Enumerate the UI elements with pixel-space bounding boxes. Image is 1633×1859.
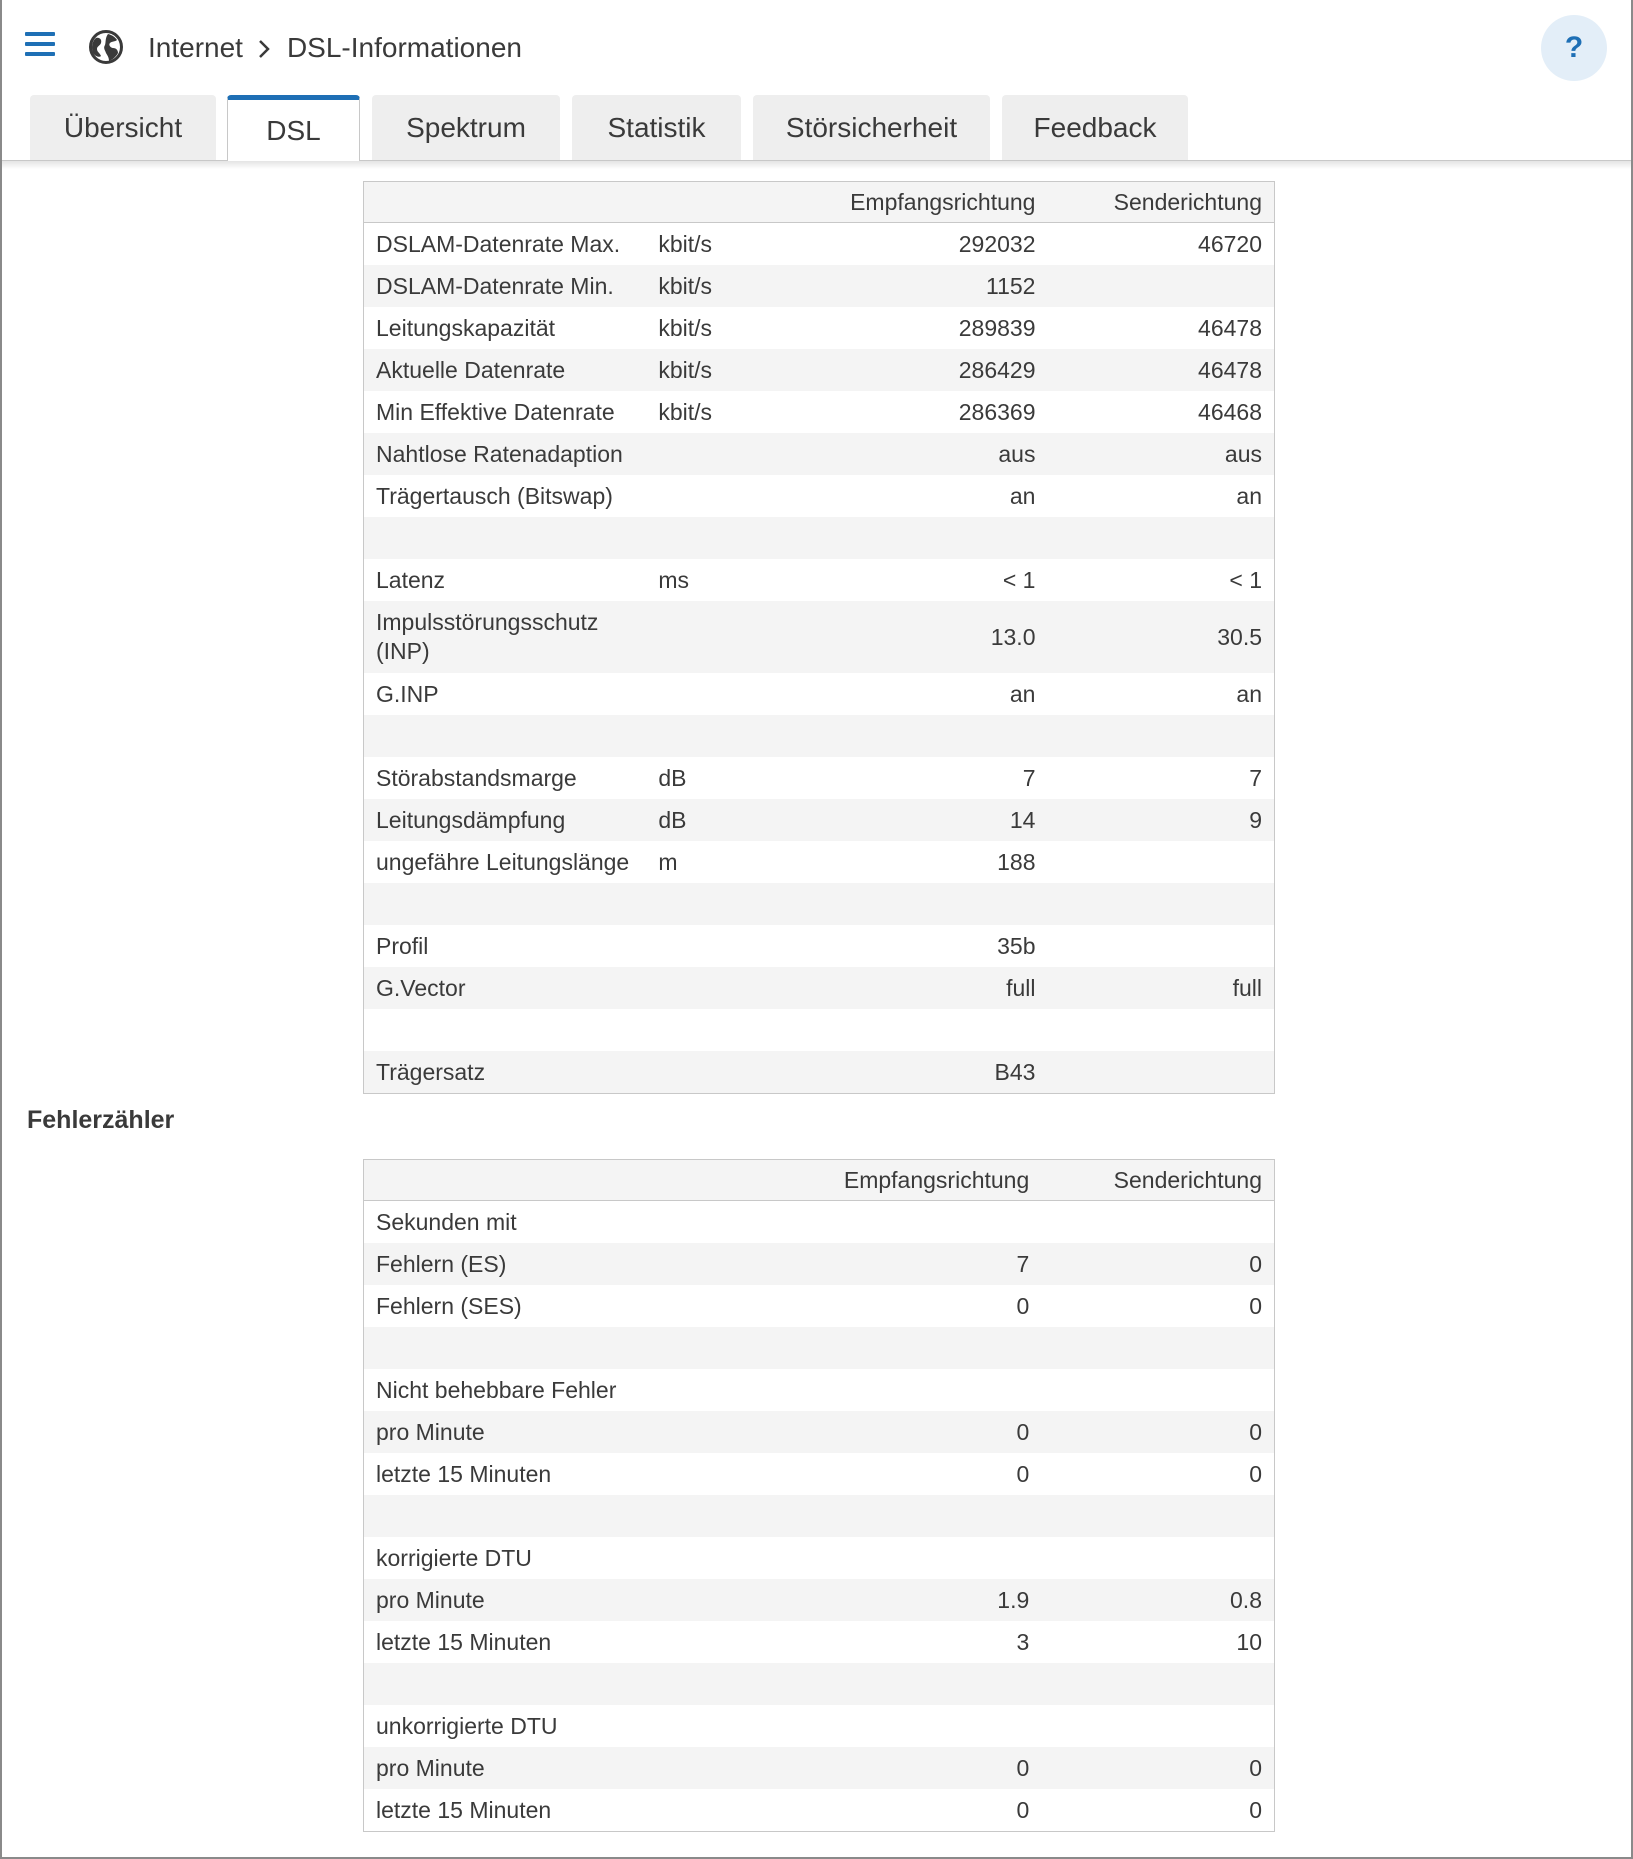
- table-row: [364, 307, 1275, 349]
- row-sende: 30.5: [1047, 601, 1274, 673]
- row-empfang: 14: [804, 799, 1047, 841]
- breadcrumb-internet[interactable]: Internet: [148, 32, 243, 63]
- row-sende: an: [1236, 482, 1262, 509]
- row-unit: kbit/s: [658, 398, 713, 425]
- row-label: Fehlern (ES): [364, 1243, 636, 1285]
- header-label: [364, 182, 647, 223]
- globe-icon: [88, 29, 124, 65]
- table-row: [364, 1663, 1275, 1705]
- row-sende: 0: [1249, 1796, 1262, 1823]
- row-sende: [1047, 517, 1274, 559]
- row-empfang: 286369: [958, 398, 1036, 425]
- row-label: ungefähre Leitungslänge: [376, 848, 630, 875]
- row-empfang: [794, 1369, 1041, 1411]
- row-empfang: 0: [1016, 1460, 1030, 1487]
- tab-stoersicherheit[interactable]: Störsicherheit: [753, 95, 990, 160]
- header-senderichtung: Senderichtung: [1041, 1160, 1274, 1201]
- row-empfang: [794, 1705, 1041, 1747]
- row-sende: an: [1236, 680, 1262, 707]
- row-empfang: [804, 715, 1047, 757]
- header-empfangsrichtung: Empfangsrichtung: [804, 182, 1047, 223]
- row-unit: kbit/s: [658, 314, 713, 341]
- row-unit: kbit/s: [646, 349, 804, 391]
- row-unit: [636, 1579, 795, 1621]
- table-row: [364, 673, 1275, 715]
- row-sende: [1041, 1327, 1274, 1369]
- row-empfang: 292032: [958, 230, 1036, 257]
- header-senderichtung: Senderichtung: [1047, 182, 1274, 223]
- row-empfang: [804, 517, 1047, 559]
- row-sende: [1047, 841, 1274, 883]
- row-label: DSLAM-Datenrate Max.: [376, 230, 621, 257]
- row-unit: [636, 1411, 795, 1453]
- row-unit: [636, 1369, 795, 1411]
- row-sende: [1041, 1663, 1274, 1705]
- row-empfang: 286429: [804, 349, 1047, 391]
- row-label: letzte 15 Minuten: [376, 1460, 552, 1487]
- row-empfang: [794, 1201, 1041, 1244]
- table-row: [364, 1327, 1275, 1369]
- table-row: [364, 1789, 1275, 1832]
- hamburger-menu-icon[interactable]: [25, 32, 55, 56]
- row-sende: 46478: [1198, 314, 1262, 341]
- header-unit: [646, 182, 804, 223]
- row-label: korrigierte DTU: [376, 1544, 532, 1571]
- row-unit: [646, 433, 804, 475]
- table-row: [364, 1051, 1275, 1094]
- row-empfang: 1152: [804, 265, 1047, 307]
- row-unit: [636, 1789, 795, 1832]
- row-empfang: [794, 1537, 1041, 1579]
- row-label: Profil: [376, 932, 429, 959]
- row-empfang: an: [1009, 680, 1036, 707]
- table-row: [364, 799, 1275, 841]
- row-sende: 0: [1041, 1411, 1274, 1453]
- table-row: [364, 475, 1275, 517]
- row-label: [364, 883, 647, 925]
- row-unit: [636, 1495, 795, 1537]
- row-empfang: [794, 1327, 1041, 1369]
- row-sende: [1041, 1705, 1274, 1747]
- table-header-row: [364, 182, 1275, 223]
- row-label: unkorrigierte DTU: [376, 1712, 558, 1739]
- row-empfang: aus: [804, 433, 1047, 475]
- row-unit: [636, 1747, 795, 1789]
- row-sende: [1047, 1009, 1274, 1051]
- table-row: [364, 757, 1275, 799]
- table-row: [364, 925, 1275, 967]
- row-unit: [646, 517, 804, 559]
- row-label: [364, 1495, 636, 1537]
- row-label: [364, 1327, 636, 1369]
- row-label: [364, 1009, 647, 1051]
- row-sende: 0: [1249, 1292, 1262, 1319]
- row-empfang: [804, 1009, 1047, 1051]
- row-label: Störabstandsmarge: [376, 764, 577, 791]
- row-label: G.INP: [376, 680, 439, 707]
- row-sende: [1047, 715, 1274, 757]
- tab-spektrum[interactable]: Spektrum: [372, 95, 560, 160]
- row-unit: [646, 1009, 804, 1051]
- row-unit: [636, 1201, 795, 1244]
- row-sende: 0: [1249, 1460, 1262, 1487]
- row-sende: 46720: [1198, 230, 1262, 257]
- row-label: [364, 1663, 636, 1705]
- dsl-info-table: [363, 181, 1275, 1094]
- row-unit: [646, 601, 804, 673]
- table-row: [364, 883, 1275, 925]
- breadcrumb-dsl-informationen: DSL-Informationen: [286, 32, 522, 63]
- table-row: [364, 223, 1275, 266]
- table-row: [364, 1453, 1275, 1495]
- row-empfang: full: [804, 967, 1047, 1009]
- table-row: [364, 391, 1275, 433]
- table-row: [364, 1621, 1275, 1663]
- row-unit: [636, 1453, 795, 1495]
- table-row: [364, 841, 1275, 883]
- row-empfang: B43: [804, 1051, 1047, 1094]
- row-label: letzte 15 Minuten: [376, 1796, 552, 1823]
- tab-feedback[interactable]: Feedback: [1002, 95, 1188, 160]
- row-sende: 0.8: [1041, 1579, 1274, 1621]
- row-empfang: 0: [794, 1747, 1041, 1789]
- row-unit: [636, 1621, 795, 1663]
- table-row: [364, 967, 1275, 1009]
- header-label: [364, 1160, 636, 1201]
- row-label: letzte 15 Minuten: [376, 1628, 552, 1655]
- table-row: [364, 265, 1275, 307]
- row-label: pro Minute: [364, 1411, 636, 1453]
- row-sende: 9: [1047, 799, 1274, 841]
- row-unit: [646, 925, 804, 967]
- row-empfang: 289839: [958, 314, 1036, 341]
- row-empfang: [804, 883, 1047, 925]
- row-unit: [636, 1537, 795, 1579]
- table-row: [364, 1009, 1275, 1051]
- row-unit: [646, 1051, 804, 1094]
- row-empfang: 35b: [997, 932, 1036, 959]
- tab-bar: [2, 95, 1631, 160]
- row-unit: [646, 475, 804, 517]
- header-empfangsrichtung: Empfangsrichtung: [794, 1160, 1041, 1201]
- tab-dsl[interactable]: DSL: [227, 95, 360, 161]
- table-row: [364, 433, 1275, 475]
- row-label: Aktuelle Datenrate: [364, 349, 647, 391]
- row-empfang: 0: [1016, 1292, 1030, 1319]
- row-empfang: 1.9: [794, 1579, 1041, 1621]
- table-row: [364, 715, 1275, 757]
- row-label: Trägertausch (Bitswap): [376, 482, 613, 509]
- row-empfang: 0: [1016, 1796, 1030, 1823]
- row-empfang: [794, 1495, 1041, 1537]
- table-row: [364, 1747, 1275, 1789]
- row-sende: [1047, 265, 1274, 307]
- row-label: Latenz: [376, 566, 446, 593]
- row-label: G.Vector: [364, 967, 647, 1009]
- table-header-row: [364, 1160, 1275, 1201]
- row-sende: [1041, 1369, 1274, 1411]
- row-sende: 0: [1041, 1243, 1274, 1285]
- row-unit: [646, 673, 804, 715]
- table-row: [364, 1243, 1275, 1285]
- row-empfang: 188: [997, 848, 1036, 875]
- table-row: [364, 1495, 1275, 1537]
- tab-shadow: [2, 161, 1631, 169]
- row-empfang: [794, 1663, 1041, 1705]
- row-unit: [636, 1285, 795, 1327]
- row-sende: 0: [1041, 1747, 1274, 1789]
- row-unit: [646, 967, 804, 1009]
- row-label: Leitungskapazität: [376, 314, 556, 341]
- row-sende: aus: [1047, 433, 1274, 475]
- row-label: Nahtlose Ratenadaption: [364, 433, 647, 475]
- tab-uebersicht[interactable]: Übersicht: [30, 95, 216, 160]
- row-empfang: < 1: [1002, 566, 1036, 593]
- row-unit: [636, 1243, 795, 1285]
- row-sende: [1047, 925, 1274, 967]
- table-row: [364, 1579, 1275, 1621]
- table-row: [364, 601, 1275, 673]
- row-unit: dB: [646, 799, 804, 841]
- help-button[interactable]: ?: [1541, 15, 1607, 81]
- row-unit: kbit/s: [646, 265, 804, 307]
- row-label: Nicht behebbare Fehler: [376, 1376, 617, 1403]
- row-label: Sekunden mit: [376, 1208, 517, 1235]
- row-label: Impulsstörungsschutz (INP): [364, 601, 647, 673]
- row-sende: 46478: [1047, 349, 1274, 391]
- row-empfang: 7: [794, 1243, 1041, 1285]
- row-sende: 46468: [1198, 398, 1262, 425]
- section-title-fehlerzaehler: Fehlerzähler: [27, 1106, 175, 1134]
- row-label: Leitungsdämpfung: [364, 799, 647, 841]
- chevron-right-icon: [243, 34, 287, 62]
- row-empfang: 13.0: [804, 601, 1047, 673]
- row-sende: [1047, 883, 1274, 925]
- row-sende: [1041, 1537, 1274, 1579]
- row-sende: [1047, 1051, 1274, 1094]
- row-label: pro Minute: [364, 1579, 636, 1621]
- row-label: pro Minute: [364, 1747, 636, 1789]
- row-sende: 7: [1249, 764, 1262, 791]
- row-unit: ms: [658, 566, 690, 593]
- header-unit: [636, 1160, 795, 1201]
- row-sende: [1041, 1495, 1274, 1537]
- row-empfang: an: [1009, 482, 1036, 509]
- row-empfang: 7: [1022, 764, 1036, 791]
- top-bar: [2, 0, 1631, 95]
- row-unit: [646, 883, 804, 925]
- table-row: [364, 1369, 1275, 1411]
- row-unit: [646, 715, 804, 757]
- row-empfang: 3: [1016, 1628, 1030, 1655]
- table-row: [364, 517, 1275, 559]
- row-unit: kbit/s: [658, 230, 713, 257]
- row-label: [364, 517, 647, 559]
- row-label: Min Effektive Datenrate: [376, 398, 615, 425]
- table-row: [364, 349, 1275, 391]
- table-row: [364, 559, 1275, 601]
- table-row: [364, 1285, 1275, 1327]
- breadcrumb: [148, 28, 522, 68]
- row-unit: [636, 1705, 795, 1747]
- row-sende: full: [1047, 967, 1274, 1009]
- table-row: [364, 1411, 1275, 1453]
- row-label: Trägersatz: [364, 1051, 647, 1094]
- row-unit: dB: [658, 764, 687, 791]
- table-row: [364, 1201, 1275, 1244]
- error-counter-table: [363, 1159, 1275, 1832]
- row-unit: [636, 1663, 795, 1705]
- row-sende: 10: [1236, 1628, 1262, 1655]
- row-unit: [636, 1327, 795, 1369]
- row-sende: < 1: [1229, 566, 1262, 593]
- row-sende: [1041, 1201, 1274, 1244]
- table-row: [364, 1537, 1275, 1579]
- row-label: Fehlern (SES): [376, 1292, 522, 1319]
- table-row: [364, 1705, 1275, 1747]
- row-unit: m: [658, 848, 678, 875]
- row-label: [364, 715, 647, 757]
- row-label: DSLAM-Datenrate Min.: [364, 265, 647, 307]
- tab-statistik[interactable]: Statistik: [572, 95, 741, 160]
- row-empfang: 0: [794, 1411, 1041, 1453]
